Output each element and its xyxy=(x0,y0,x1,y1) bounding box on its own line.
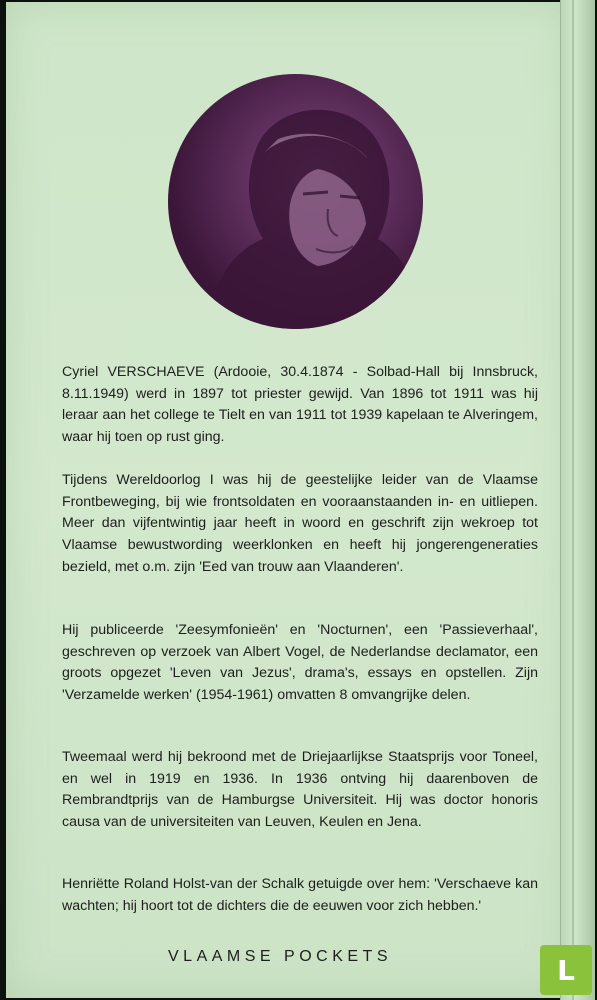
portrait-silhouette xyxy=(168,74,423,329)
bio-paragraph-4: Tweemaal werd hij bekroond met de Driejaarlijkse Staatsprijs voor Toneel, en wel in 1919 en 1936. In 1936 ontving hij daarenboven de Rembrandtprijs van de Hamburgse Universiteit. Hij was doctor honoris causa van de universiteiten van Leuven, Keulen en Jena. xyxy=(62,749,538,830)
bio-paragraph-5: Henriëtte Roland Holst-van der Schalk getuigde over hem: 'Verschaeve kan wachten; hij hoort tot de dichters die de eeuwen voor zich hebben.' xyxy=(62,876,538,914)
spine-crease xyxy=(572,0,574,1000)
book-spine xyxy=(560,0,595,1000)
sticker-letter: L xyxy=(557,953,575,987)
bio-paragraph-2: Tijdens Wereldoorlog I was hij de geestelijke leider van de Vlaamse Frontbeweging, bij wie frontsoldaten en vooraanstaanden in- en uitliepen. Meer dan vijfentwintig jaar heeft in woord en geschrift zijn wekroep tot Vlaamse bewustwording weerklonken en heeft hij jongerengeneraties bezield, met o.m. zijn 'Eed van trouw aan Vlaanderen'. xyxy=(62,472,538,575)
bio-paragraph-1: Cyriel VERSCHAEVE (Ardooie, 30.4.1874 - Solbad-Hall bij Innsbruck, 8.11.1949) werd in 1897 tot priester gewijd. Van 1896 tot 1911 was hij leraar aan het college te Tielt en van 1911 tot 1939 kapelaan te Alveringem, waar hij toen op rust ging. xyxy=(62,364,538,445)
bio-paragraph-3: Hij publiceerde 'Zeesymfonieën' en 'Nocturnen', een 'Passieverhaal', geschreven op verzoek van Albert Vogel, de Nederlandse declamator, een groots opgezet 'Leven van Jezus', drama's, essays en opstellen. Zijn 'Verzamelde werken' (1954-1961) omvatten 8 omvangrijke delen. xyxy=(62,622,538,703)
author-portrait xyxy=(168,74,423,329)
store-logo-sticker xyxy=(540,945,592,995)
series-name: VLAAMSE POCKETS xyxy=(168,948,392,965)
